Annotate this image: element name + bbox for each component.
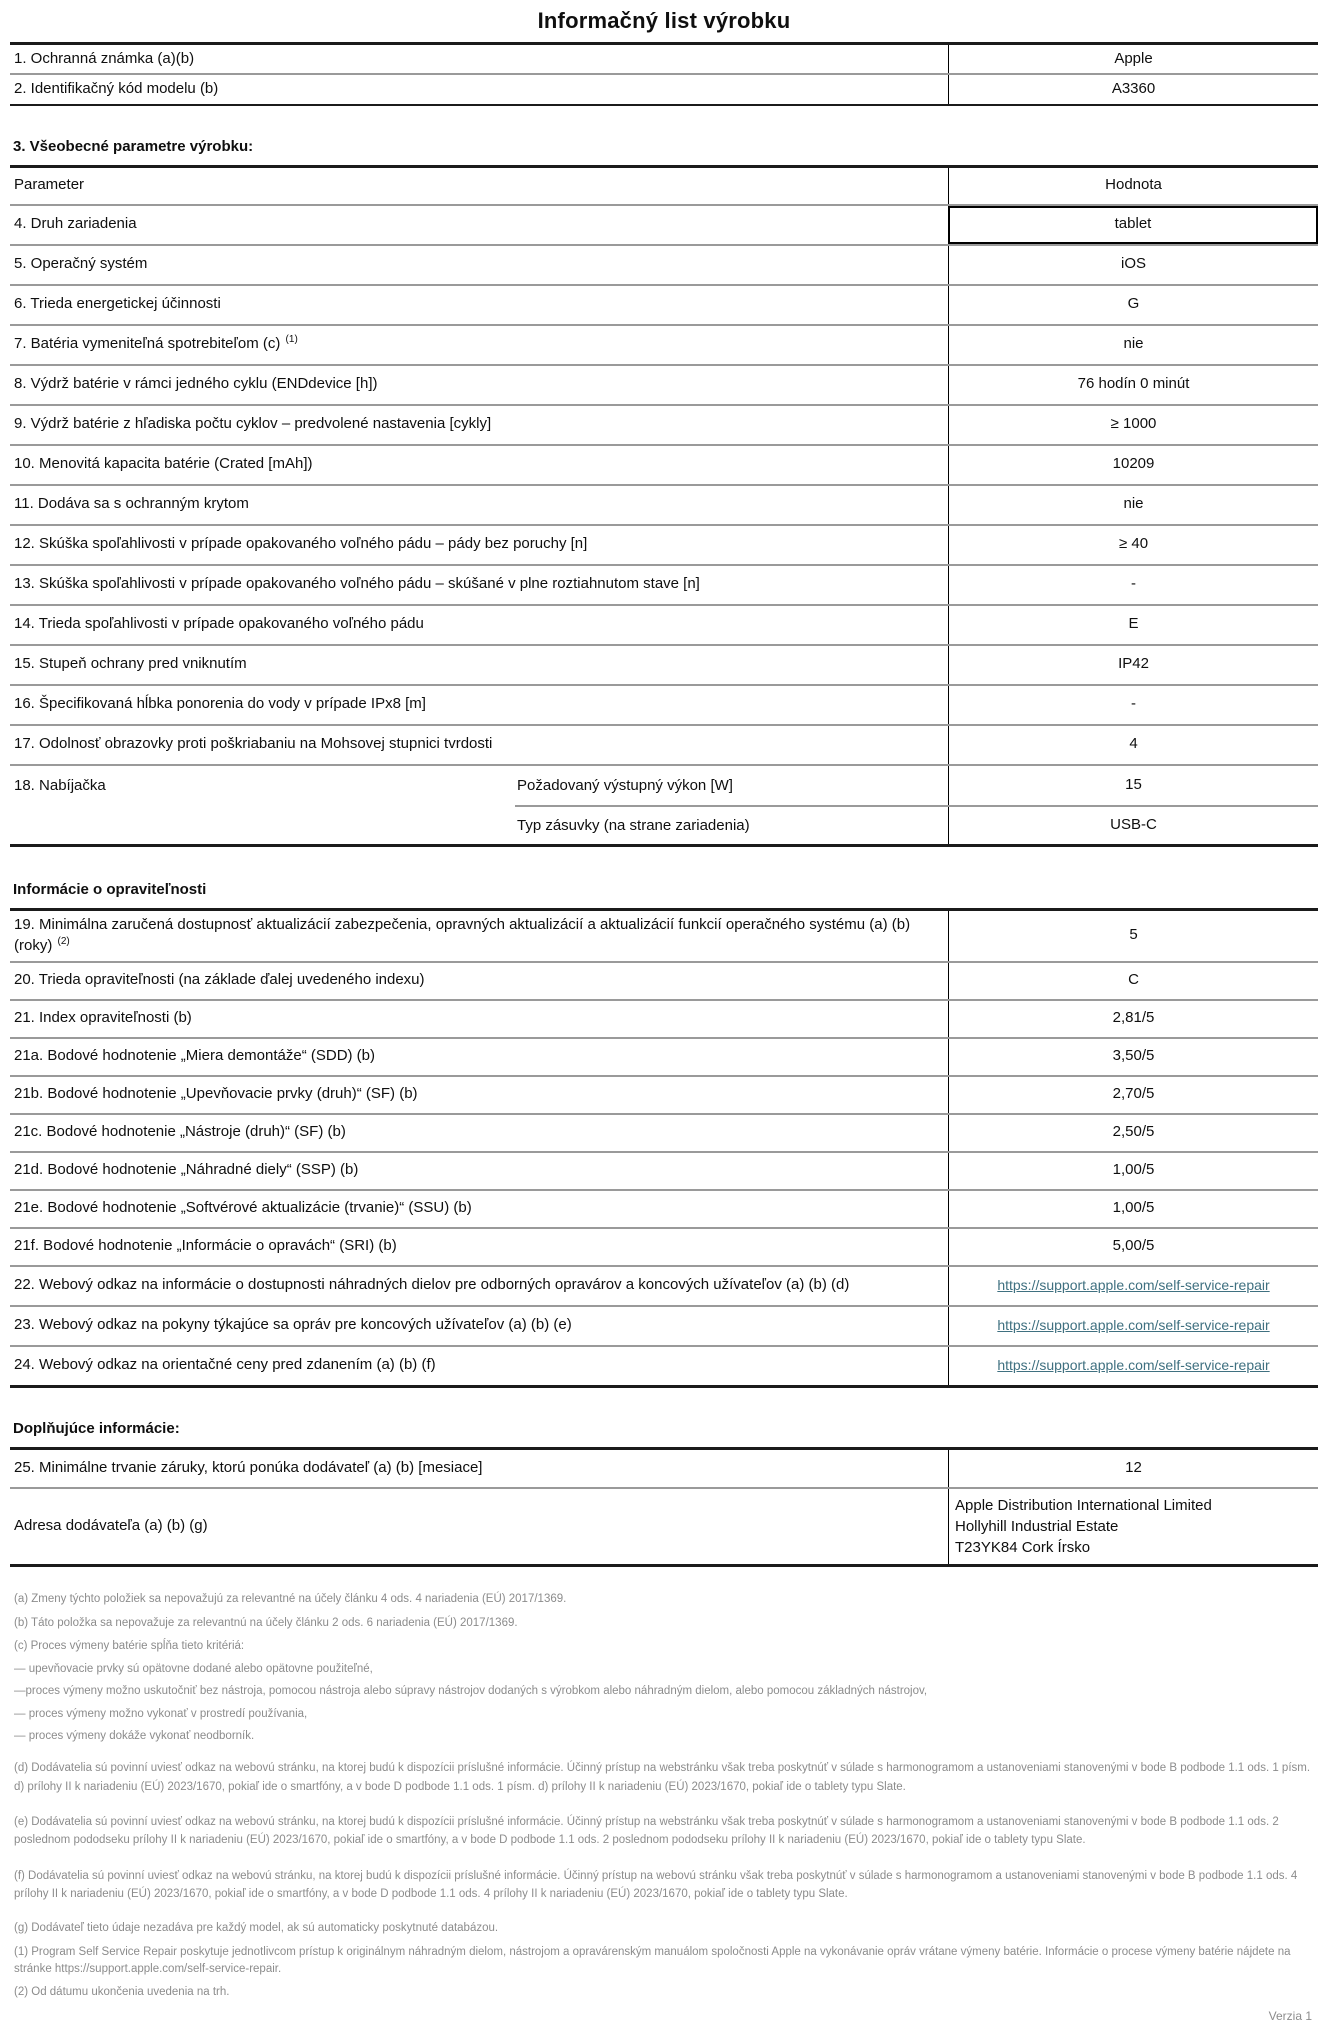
table-row bbox=[10, 73, 1318, 103]
param-label: Adresa dodávateľa (a) (b) (g) bbox=[14, 1517, 208, 1535]
footnote-b: (b) Táto položka sa nepovažuje za relevantnú na účely článku 2 ods. 6 nariadenia (EÚ) 2017/1369. bbox=[14, 1616, 518, 1629]
footnote-c-item: —proces výmeny možno uskutočniť bez nástroja, pomocou nástroja alebo súpravy nástrojov dodaných s výrobkom alebo náhradným dielom, alebo pomocou základných nástrojov, bbox=[14, 1685, 928, 1698]
value-cell: G bbox=[948, 286, 1318, 324]
param-label-charger: 18. Nabíjačka bbox=[14, 776, 106, 794]
pricing-link[interactable]: https://support.apple.com/self-service-repair bbox=[997, 1357, 1270, 1374]
value-cell: A3360 bbox=[948, 75, 1318, 103]
table-row bbox=[10, 684, 1318, 724]
charger-subparam: Typ zásuvky (na strane zariadenia) bbox=[517, 816, 750, 834]
section-heading-repairability: Informácie o opraviteľnosti bbox=[13, 880, 207, 898]
table-row bbox=[10, 644, 1318, 684]
repairability-table bbox=[10, 908, 1318, 1388]
param-label: 25. Minimálne trvanie záruky, ktorú ponúka dodávateľ (a) (b) [mesiace] bbox=[14, 1458, 483, 1476]
value-cell: 2,81/5 bbox=[948, 1001, 1318, 1037]
table-row bbox=[10, 911, 1318, 961]
param-label: 14. Trieda spoľahlivosti v prípade opakovaného voľného pádu bbox=[14, 615, 424, 633]
value-cell: USB-C bbox=[948, 807, 1318, 844]
footnote-a: (a) Zmeny týchto položiek sa nepovažujú za relevantné na účely článku 4 ods. 4 nariadenia (EÚ) 2017/1369. bbox=[14, 1593, 567, 1606]
charger-row bbox=[10, 764, 1318, 844]
value-cell: 12 bbox=[948, 1450, 1318, 1487]
table-row bbox=[10, 1305, 1318, 1345]
table-header-row bbox=[10, 168, 1318, 204]
value-cell bbox=[948, 1267, 1318, 1305]
value-cell bbox=[948, 1347, 1318, 1385]
value-cell: 1,00/5 bbox=[948, 1191, 1318, 1227]
value-cell: 5 bbox=[948, 911, 1318, 961]
value-cell: 5,00/5 bbox=[948, 1229, 1318, 1265]
param-label: 13. Skúška spoľahlivosti v prípade opakovaného voľného pádu – skúšané v plne roztiahnutom stave [n] bbox=[14, 575, 700, 593]
footnote-d: (d) Dodávatelia sú povinní uviesť odkaz na webovú stránku, na ktorej budú k dispozícii príslušné informácie. Účinný prístup na webstránku však treba poskytnúť v súlade s harmonogramom a ustanoveniami stanovenými v bode B podbode 1.1 ods. 1 písm. d) prílohy II k nariadeniu (EÚ) 2023/1670, pokiaľ ide o smartfóny, a v bode D podbode 1.1 ods. 1 písm. d) prílohy II k nariadeniu (EÚ) 2023/1670, pokiaľ ide o tablety typu Slate. bbox=[14, 1762, 1311, 1793]
footnote-ref-1: (1) bbox=[285, 334, 298, 346]
footnote-e: (e) Dodávatelia sú povinní uviesť odkaz na webovú stránku, na ktorej budú k dispozícii príslušné informácie. Účinný prístup na webstránku však treba poskytnúť v súlade s harmonogramom a ustanoveniami stanovenými v bode B podbode 1.1 ods. 2 poslednom pododseku prílohy II k nariadeniu (EÚ) 2023/1670, pokiaľ ide o smartfóny, a v bode D podbode 1.1 ods. 2 poslednom pododseku prílohy II k nariadeniu (EÚ) 2023/1670, pokiaľ ide o tablety typu Slate. bbox=[14, 1815, 1279, 1847]
footnote-ref-2: (2) bbox=[57, 935, 70, 947]
identity-table bbox=[10, 42, 1318, 106]
footnote-c-item: — proces výmeny dokáže vykonať neodborník. bbox=[14, 1729, 255, 1742]
table-row bbox=[10, 244, 1318, 284]
value-cell: ≥ 1000 bbox=[948, 406, 1318, 444]
param-label: 21a. Bodové hodnotenie „Miera demontáže“ (SDD) (b) bbox=[14, 1047, 376, 1065]
table-row bbox=[10, 45, 1318, 73]
table-row bbox=[10, 961, 1318, 999]
repair-instructions-link[interactable]: https://support.apple.com/self-service-repair bbox=[997, 1317, 1270, 1334]
value-cell: - bbox=[948, 566, 1318, 604]
param-label-text: 19. Minimálna zaručená dostupnosť aktualizácií zabezpečenia, opravných aktualizácií a aktualizácií funkcií operačného systému (a) (b) (roky) bbox=[14, 916, 911, 954]
additional-information-table bbox=[10, 1447, 1318, 1568]
table-row bbox=[10, 324, 1318, 364]
value-cell: C bbox=[948, 963, 1318, 999]
param-label: 9. Výdrž batérie z hľadiska počtu cyklov – predvolené nastavenia [cykly] bbox=[14, 415, 492, 433]
table-row bbox=[10, 1189, 1318, 1227]
footnote-c-item: — upevňovacie prvky sú opätovne dodané alebo opätovne použiteľné, bbox=[14, 1663, 373, 1676]
param-label bbox=[10, 330, 948, 358]
column-header-parameter: Parameter bbox=[14, 176, 85, 194]
page-title: Informačný list výrobku bbox=[537, 8, 791, 33]
value-cell: ≥ 40 bbox=[948, 526, 1318, 564]
param-label: 23. Webový odkaz na pokyny týkajúce sa opráv pre koncových užívateľov (a) (b) (e) bbox=[14, 1316, 572, 1334]
value-cell: 76 hodín 0 minút bbox=[948, 366, 1318, 404]
supplier-address-row bbox=[10, 1487, 1318, 1565]
value-cell: iOS bbox=[948, 246, 1318, 284]
footnote-c-items bbox=[14, 1661, 1314, 1745]
value-cell: 2,50/5 bbox=[948, 1115, 1318, 1151]
param-label: 21. Index opraviteľnosti (b) bbox=[14, 1009, 192, 1027]
table-row bbox=[10, 1345, 1318, 1385]
value-cell: 10209 bbox=[948, 446, 1318, 484]
charger-subrow bbox=[515, 766, 1318, 805]
section-heading-additional: Doplňujúce informácie: bbox=[13, 1419, 180, 1437]
param-label: 21f. Bodové hodnotenie „Informácie o opravách“ (SRI) (b) bbox=[14, 1237, 397, 1255]
table-row bbox=[10, 1265, 1318, 1305]
value-cell: 4 bbox=[948, 726, 1318, 764]
table-row bbox=[10, 524, 1318, 564]
param-label: 8. Výdrž batérie v rámci jedného cyklu (ENDdevice [h]) bbox=[14, 375, 378, 393]
table-row bbox=[10, 484, 1318, 524]
column-header-value: Hodnota bbox=[948, 168, 1318, 204]
param-label: 12. Skúška spoľahlivosti v prípade opakovaného voľného pádu – pády bez poruchy [n] bbox=[14, 535, 588, 553]
param-label: 10. Menovitá kapacita batérie (Crated [mAh]) bbox=[14, 455, 313, 473]
table-row bbox=[10, 724, 1318, 764]
table-row bbox=[10, 999, 1318, 1037]
charger-subparam: Požadovaný výstupný výkon [W] bbox=[517, 776, 733, 794]
general-parameters-table bbox=[10, 165, 1318, 847]
table-row bbox=[10, 1075, 1318, 1113]
footnote-g: (g) Dodávateľ tieto údaje nezadáva pre každý model, ak sú automaticky poskytnuté databázou. bbox=[14, 1922, 499, 1935]
table-row bbox=[10, 364, 1318, 404]
param-label: 22. Webový odkaz na informácie o dostupnosti náhradných dielov pre odborných opravárov a koncových užívateľov (a) (b) (d) bbox=[14, 1276, 850, 1294]
address-line: Hollyhill Industrial Estate bbox=[955, 1517, 1119, 1535]
value-cell-device-type: tablet bbox=[948, 206, 1318, 244]
param-label: 5. Operačný systém bbox=[14, 255, 148, 273]
value-cell: E bbox=[948, 606, 1318, 644]
table-row bbox=[10, 444, 1318, 484]
table-row bbox=[10, 1037, 1318, 1075]
param-label: 21c. Bodové hodnotenie „Nástroje (druh)“ (SF) (b) bbox=[14, 1123, 346, 1141]
param-label: 21d. Bodové hodnotenie „Náhradné diely“ (SSP) (b) bbox=[14, 1161, 359, 1179]
value-cell: IP42 bbox=[948, 646, 1318, 684]
param-label: 1. Ochranná známka (a)(b) bbox=[14, 50, 195, 67]
table-row bbox=[10, 1227, 1318, 1265]
version-label: Verzia 1 bbox=[1268, 2009, 1312, 2024]
param-label: 24. Webový odkaz na orientačné ceny pred zdanením (a) (b) (f) bbox=[14, 1356, 436, 1374]
supplier-address-cell bbox=[948, 1489, 1318, 1565]
value-cell: nie bbox=[948, 486, 1318, 524]
footnote-1: (1) Program Self Service Repair poskytuje jednotlivcom prístup k originálnym náhradným dielom, nástrojom a opravárenským manuálom spoločnosti Apple na vykonávanie opráv vrátane výmeny batérie. Informácie o procese výmeny batérie nájdete na stránke https://support.apple.com/self-service-repair. bbox=[14, 1945, 1291, 1975]
address-line: T23YK84 Cork Írsko bbox=[955, 1539, 1091, 1557]
section-heading-general: 3. Všeobecné parametre výrobku: bbox=[13, 137, 254, 155]
value-cell bbox=[948, 1307, 1318, 1345]
value-cell: 15 bbox=[948, 766, 1318, 805]
table-row bbox=[10, 404, 1318, 444]
footnote-2: (2) Od dátumu ukončenia uvedenia na trh. bbox=[14, 1986, 230, 1999]
param-label: 11. Dodáva sa s ochranným krytom bbox=[14, 495, 249, 513]
footnote-c: (c) Proces výmeny batérie spĺňa tieto kritériá: bbox=[14, 1639, 245, 1652]
charger-subrow bbox=[515, 805, 1318, 844]
value-cell: 2,70/5 bbox=[948, 1077, 1318, 1113]
table-row bbox=[10, 1113, 1318, 1151]
param-label: 21b. Bodové hodnotenie „Upevňovacie prvky (druh)“ (SF) (b) bbox=[14, 1085, 418, 1103]
value-cell: - bbox=[948, 686, 1318, 724]
param-label: 4. Druh zariadenia bbox=[14, 215, 137, 233]
param-label: 15. Stupeň ochrany pred vniknutím bbox=[14, 655, 247, 673]
table-row bbox=[10, 204, 1318, 244]
param-label: 2. Identifikačný kód modelu (b) bbox=[14, 80, 219, 98]
param-label: 21e. Bodové hodnotenie „Softvérové aktualizácie (trvanie)“ (SSU) (b) bbox=[14, 1199, 472, 1217]
param-label-text: 7. Batéria vymeniteľná spotrebiteľom (c) bbox=[14, 335, 281, 353]
table-row bbox=[10, 564, 1318, 604]
table-row bbox=[10, 284, 1318, 324]
param-label: 6. Trieda energetickej účinnosti bbox=[14, 295, 221, 313]
footnote-f: (f) Dodávatelia sú povinní uviesť odkaz na webovú stránku, na ktorej budú k dispozícii príslušné informácie. Účinný prístup na webovú stránku však treba poskytnúť v súlade s harmonogramom a ustanoveniami stanovenými v bode B podbode 1.1 ods. 4 prílohy II k nariadeniu (EÚ) 2023/1670, pokiaľ ide o smartfóny, a v bode D podbode 1.1 ods. 4 prílohy II k nariadeniu (EÚ) 2023/1670, pokiaľ ide o tablety typu Slate. bbox=[14, 1869, 1298, 1901]
param-label: 20. Trieda opraviteľnosti (na základe ďalej uvedeného indexu) bbox=[14, 971, 425, 989]
spare-parts-link[interactable]: https://support.apple.com/self-service-repair bbox=[997, 1277, 1270, 1294]
table-row bbox=[10, 1450, 1318, 1487]
table-row bbox=[10, 1151, 1318, 1189]
charger-subtable bbox=[515, 766, 1318, 844]
value-cell: 3,50/5 bbox=[948, 1039, 1318, 1075]
table-row bbox=[10, 604, 1318, 644]
address-line: Apple Distribution International Limited bbox=[955, 1496, 1212, 1514]
param-label bbox=[10, 911, 948, 960]
param-label: 16. Špecifikovaná hĺbka ponorenia do vody v prípade IPx8 [m] bbox=[14, 695, 426, 713]
value-cell: Apple bbox=[948, 45, 1318, 73]
value-cell: nie bbox=[948, 326, 1318, 364]
footnotes bbox=[10, 1591, 1318, 2025]
param-label: 17. Odolnosť obrazovky proti poškriabaniu na Mohsovej stupnici tvrdosti bbox=[14, 735, 493, 753]
footnote-c-item: — proces výmeny možno vykonať v prostredí používania, bbox=[14, 1707, 308, 1720]
value-cell: 1,00/5 bbox=[948, 1153, 1318, 1189]
